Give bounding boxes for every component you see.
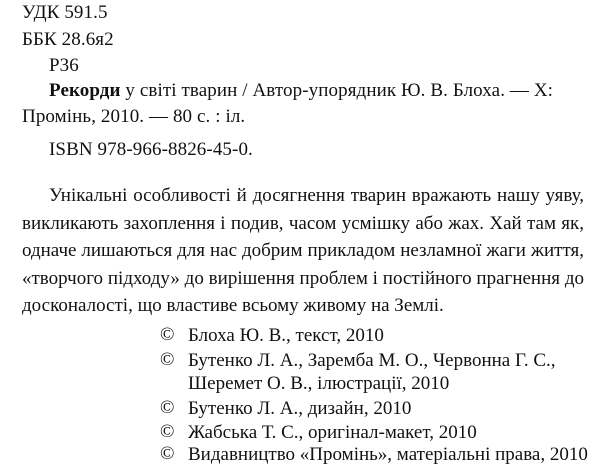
- isbn: ISBN 978-966-8826-45-0.: [49, 139, 253, 160]
- bbk-code: ББК 28.6я2: [22, 29, 114, 50]
- copyright-text: Бутенко Л. А., дизайн, 2010: [188, 398, 412, 419]
- copyright-text: Жабська Т. С., оригінал-макет, 2010: [188, 422, 477, 443]
- copyright-symbol: ©: [160, 421, 175, 442]
- copyright-text: Бутенко Л. А., Заремба М. О., Червонна Г. С.,: [188, 350, 556, 371]
- copyright-symbol: ©: [160, 397, 175, 418]
- udk-code: УДК 591.5: [22, 2, 108, 23]
- annotation-paragraph: Унікальні особливості й досягнення тварин вражають нашу уяву, викликають захоплення і подив, часом усмішку або жах. Хай там як, одначе лишаються для нас добрим прикладом незламної жаги життя, «творчого підходу» до вирішення проблем і постійного прагнення до досконалості, що властиве всьому живому на Землі.: [22, 185, 584, 316]
- bibliographic-title-rest: у світі тварин / Автор-упорядник Ю. В. Блоха. — Х:: [120, 80, 554, 101]
- copyright-text-continuation: Шеремет О. В., ілюстрації, 2010: [188, 373, 450, 394]
- copyright-text: Видавництво «Промінь», матеріальні права, 2010: [188, 444, 588, 465]
- copyright-text: Блоха Ю. В., текст, 2010: [188, 325, 384, 346]
- book-title: Рекорди: [49, 80, 121, 101]
- author-mark: Р36: [49, 55, 79, 76]
- copyright-symbol: ©: [160, 443, 175, 464]
- copyright-symbol: ©: [160, 349, 175, 370]
- bibliographic-line-1: [49, 80, 553, 102]
- copyright-symbol: ©: [160, 324, 175, 345]
- bibliographic-line-2: Промінь, 2010. — 80 с. : іл.: [22, 106, 246, 127]
